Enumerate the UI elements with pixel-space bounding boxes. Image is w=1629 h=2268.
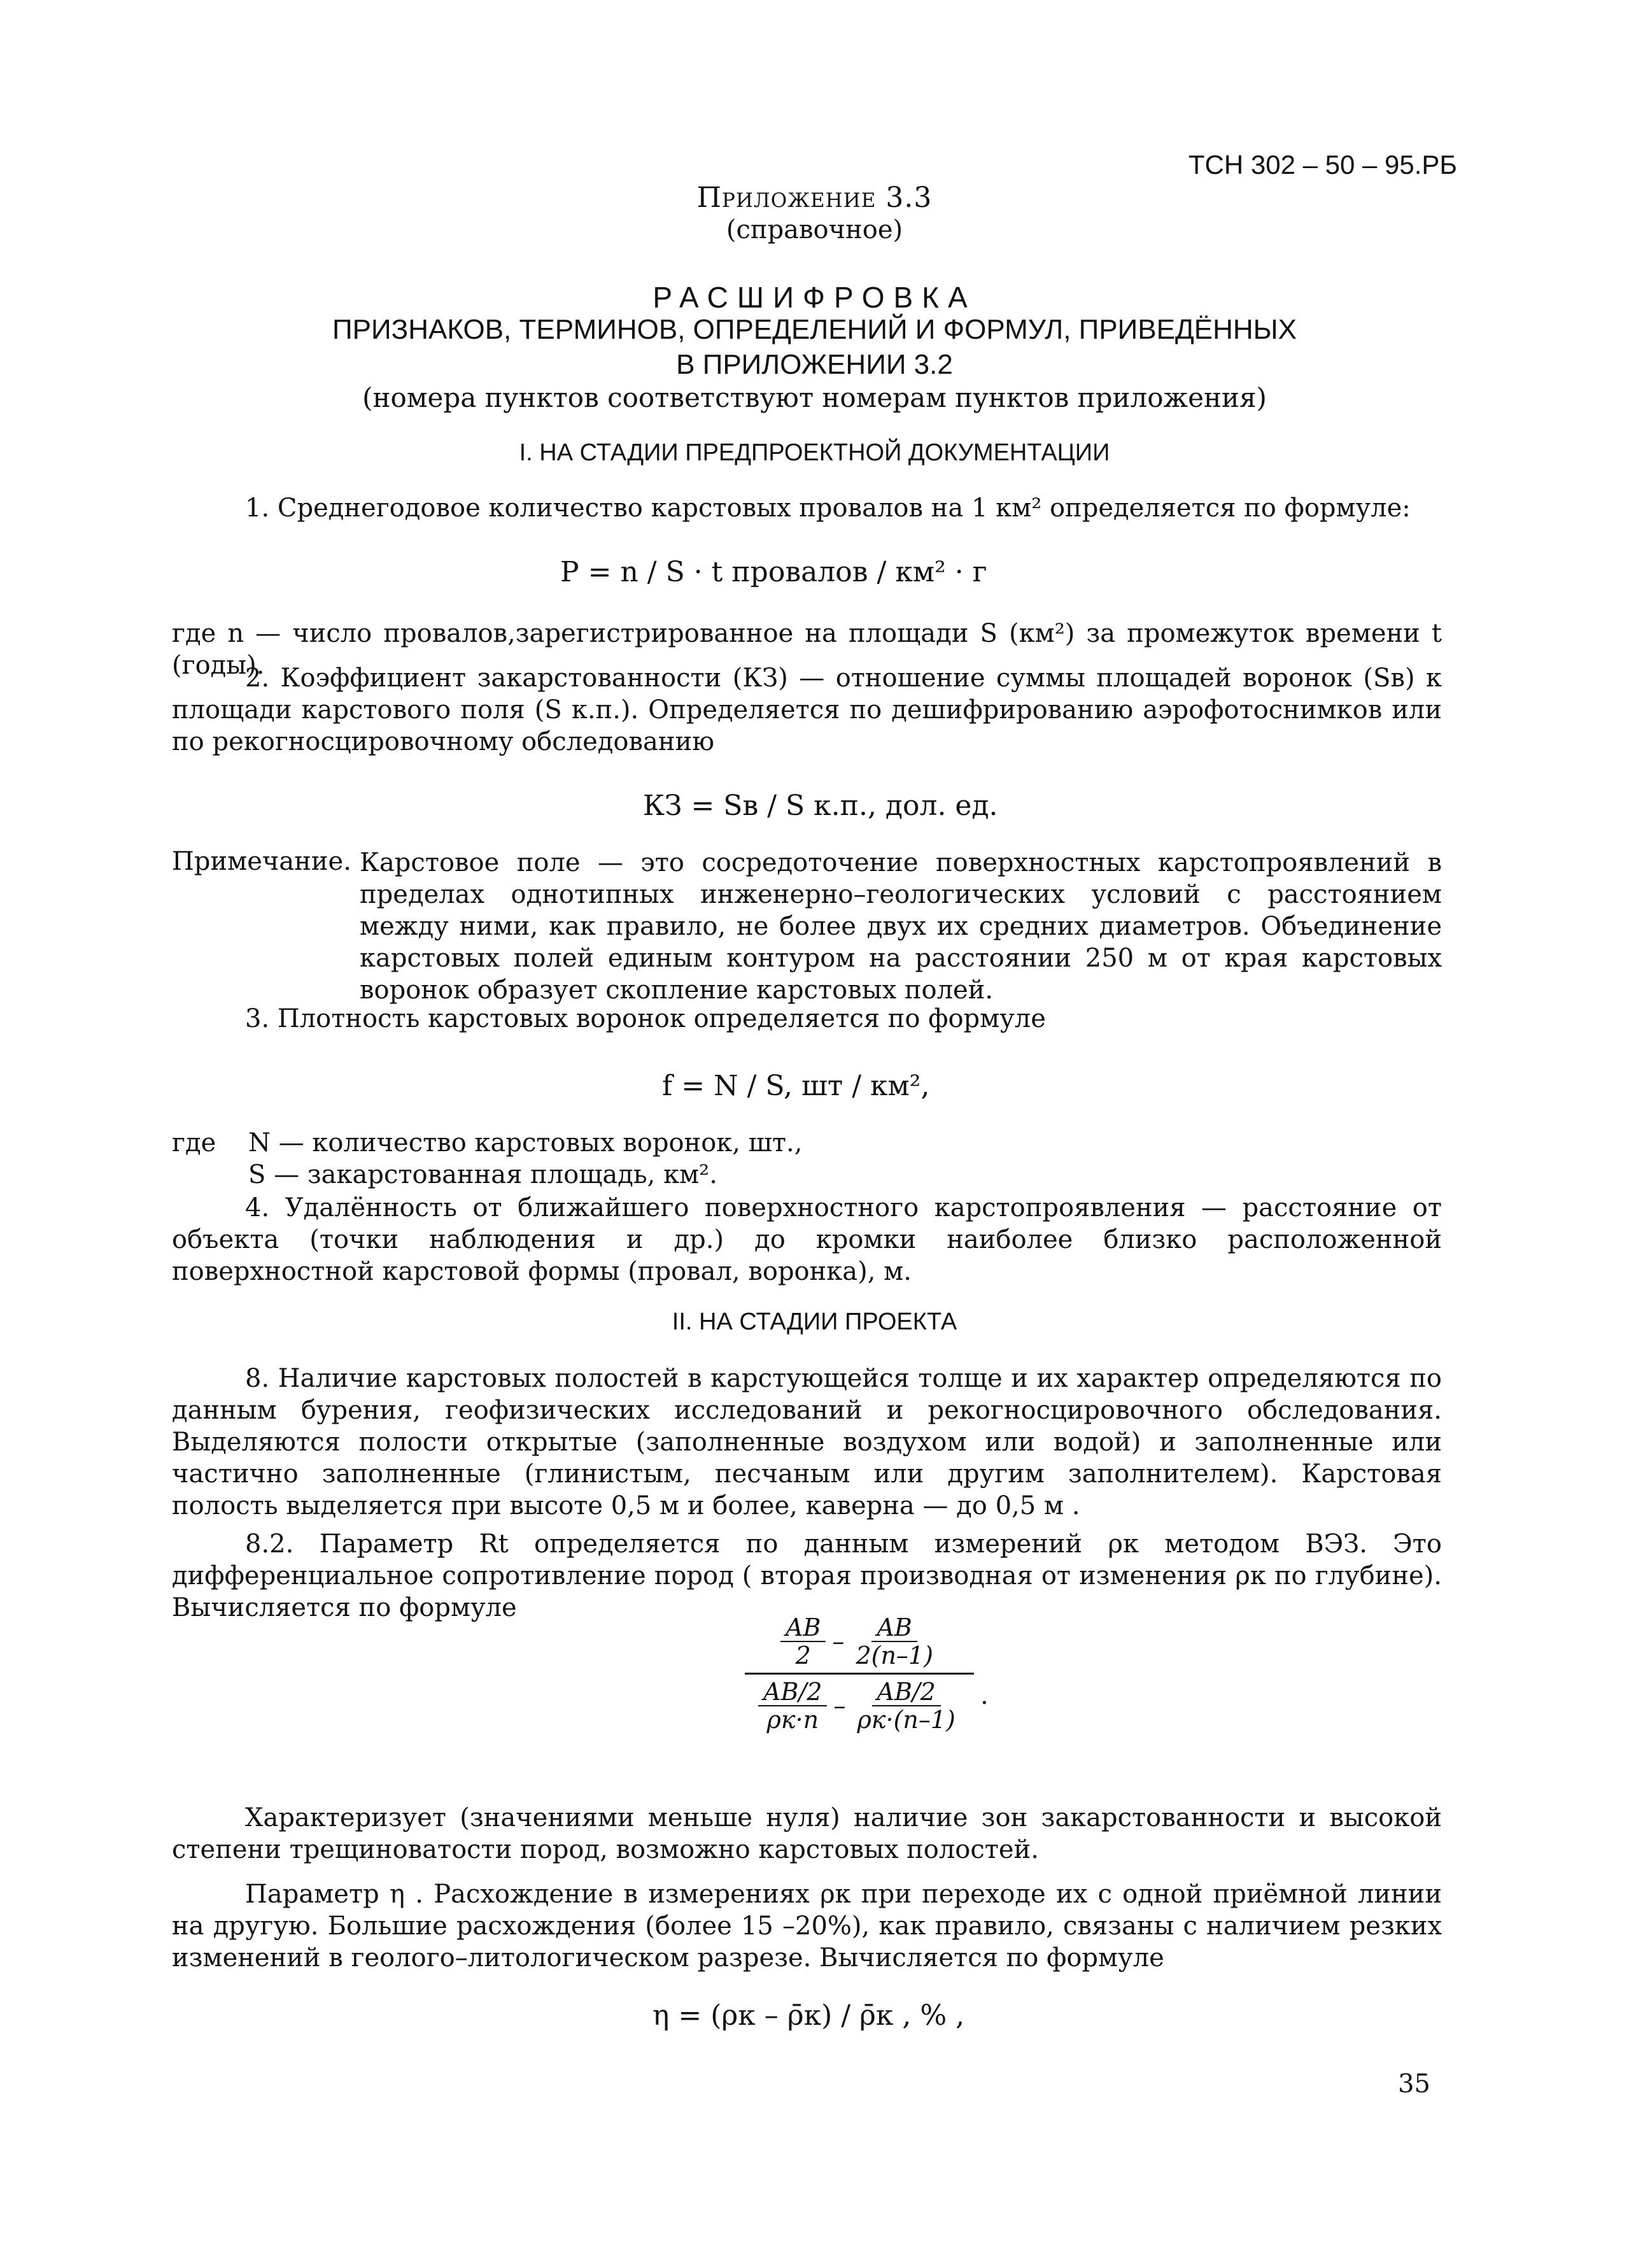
formula-density: f = N / S, шт / км², [662, 1070, 930, 1102]
minus-sign-2: – [833, 1692, 846, 1720]
appendix-title: Приложение 3.3 [696, 181, 933, 214]
paragraph-3: 3. Плотность карстовых воронок определяется по формуле [245, 1004, 1046, 1033]
formula-kz: КЗ = Sв / S к.п., дол. ед. [643, 790, 998, 822]
note-label: Примечание. [172, 847, 351, 876]
section-1-heading: I. НА СТАДИИ ПРЕДПРОЕКТНОЙ ДОКУМЕНТАЦИИ [519, 439, 1110, 466]
paragraph-eta: Параметр η . Расхождение в измерениях ρк при переходе их с одной приёмной линии на другую. Большие расхождения (более 15 –20%), как правило, связаны с наличием резких изменений в геолого–литологическом разрезе. Вычисляется по формуле [172, 1880, 1442, 1973]
formula-p: P = n / S · t провалов / км² · г [560, 556, 987, 588]
paragraph-4: 4. Удалённость от ближайшего поверхностного карстопроявления — расстояние от объекта (точки наблюдения и др.) до кромки наиболее близко расположенной поверхностной карстовой формы (провал, воронка), м. [172, 1193, 1442, 1286]
fraction-ab-2: $\frac{AB}{2}$ [780, 1614, 826, 1669]
title-note: (номера пунктов соответствуют номерам пунктов приложения) [362, 382, 1267, 413]
main-title: РАСШИФРОВКА [652, 281, 977, 314]
section-2-heading: II. НА СТАДИИ ПРОЕКТА [672, 1308, 957, 1335]
title-line-2: ПРИЗНАКОВ, ТЕРМИНОВ, ОПРЕДЕЛЕНИЙ И ФОРМУЛ, ПРИВЕДЁННЫХ [332, 314, 1297, 345]
paragraph-2: 2. Коэффициент закарстованности (КЗ) — отношение суммы площадей воронок (Sв) к площади карстового поля (S к.п.). Определяется по дешифрированию аэрофотоснимков или по рекогносцировочному обследованию [172, 663, 1442, 756]
appendix-type: (справочное) [726, 215, 903, 245]
fraction-bar [745, 1673, 974, 1675]
formula-end: . [980, 1681, 989, 1710]
where-label: где [172, 1128, 216, 1158]
paragraph-8-2: 8.2. Параметр Rt определяется по данным измерений ρк методом ВЭЗ. Это дифференциальное сопротивление пород ( вторая производная от изменения ρк по глубине). Вычисляется по формуле [172, 1529, 1442, 1622]
paragraph-1: 1. Среднегодовое количество карстовых провалов на 1 км² определяется по формуле: [245, 493, 1411, 523]
formula-eta: η = (ρк – ρ̄к) / ρ̄к , % , [652, 1999, 965, 2032]
paragraph-characterizes: Характеризует (значениями меньше нуля) наличие зон закарстованности и высокой степени трещиноватости пород, возможно карстовых полостей. [172, 1803, 1442, 1864]
note-text: Карстовое поле — это сосредоточение поверхностных карстопроявлений в пределах однотипных инженерно–геологических условий с расстоянием между ними, как правило, не более двух их средних диаметров. Объединение карстовых полей единым контуром на расстоянии 250 м от края карстовых воронок образует скопление карстовых полей. [360, 848, 1442, 1005]
paragraph-1-where: где n — число провалов,зарегистрированное на площади S (км²) за промежуток времени t (годы). [172, 619, 1442, 680]
minus-sign: – [832, 1627, 845, 1655]
fraction-ab2-rho-n: $\frac{AB/2}{\rho к\cdot n}$ [758, 1678, 827, 1733]
title-line-3: В ПРИЛОЖЕНИИ 3.2 [676, 349, 953, 380]
fraction-ab-2n: $\frac{AB}{2(n-1)}$ [856, 1613, 933, 1669]
page-number: 35 [1398, 2069, 1430, 2099]
paragraph-8: 8. Наличие карстовых полостей в карстующейся толще и их характер определяются по данным бурения, геофизических исследований и рекогносцировочного обследования. Выделяются полости открытые (заполненные воздухом или водой) и заполненные или частично заполненные (глинистым, песчаным или другим заполнителем). Карстовая полость выделяется при высоте 0,5 м и более, каверна — до 0,5 м . [172, 1364, 1442, 1520]
document-code: ТСН 302 – 50 – 95.РБ [1188, 150, 1457, 180]
where-n: N — количество карстовых воронок, шт., [248, 1128, 803, 1158]
fraction-ab2-rho-n1: $\frac{AB/2}{\rho к\cdot(n-1)}$ [857, 1678, 956, 1734]
where-s: S — закарстованная площадь, км². [248, 1160, 717, 1189]
formula-rt [745, 1614, 974, 1733]
